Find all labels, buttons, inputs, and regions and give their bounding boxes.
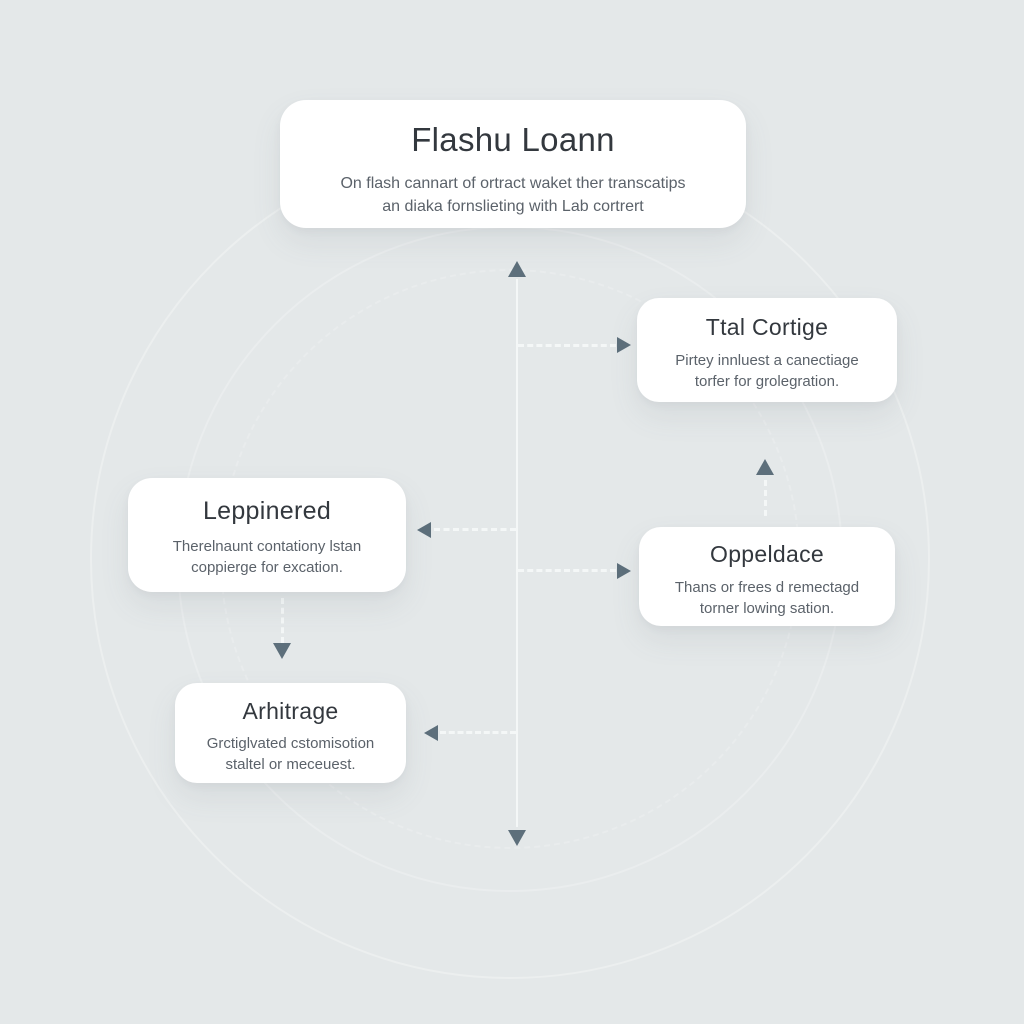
- connector-to-oppeldace: [518, 569, 616, 572]
- flash-loan-title: Flashu Loann: [411, 121, 615, 158]
- arhitrage-desc-line1: Grctiglvated cstomisotion: [206, 735, 375, 752]
- ttal-cortige-title: Ttal Cortige: [705, 314, 829, 340]
- leppinered-title: Leppinered: [202, 497, 332, 525]
- arhitrage-node: [175, 683, 406, 783]
- leppinered-desc-line2: coppierge for excation.: [191, 559, 343, 577]
- arhitrage-title: Arhitrage: [242, 698, 339, 724]
- ttal-cortige-node: [637, 298, 897, 402]
- arrow-left-icon: [417, 522, 431, 538]
- oppeldace-desc-line1: Thans or frees d remectagd: [674, 579, 860, 596]
- arrow-up-icon: [508, 261, 526, 277]
- arrow-down-icon: [273, 643, 291, 659]
- arrow-up-icon: [756, 459, 774, 475]
- oppeldace-node: [639, 527, 895, 626]
- ttal-cortige-desc-line2: torfer for grolegration.: [694, 373, 840, 391]
- connector-oppeldace-to-ttal-cortige: [764, 480, 767, 516]
- connector-leppinered-to-arhitrage: [281, 598, 284, 643]
- arrow-left-icon: [424, 725, 438, 741]
- flash-loan-desc-line1: On flash cannart of ortract waket ther transcatips: [340, 175, 686, 192]
- connector-to-arhitrage: [440, 731, 516, 734]
- oppeldace-title: Oppeldace: [710, 541, 824, 567]
- oppeldace-desc-line2: torner lowing sation.: [699, 600, 835, 618]
- flash-loan-desc-line2: an diaka fornslieting with Lab cortrert: [382, 197, 644, 215]
- flash-loan-node: [280, 100, 746, 228]
- connector-to-leppinered: [434, 528, 516, 531]
- arhitrage-desc-line2: staltel or meceuest.: [225, 756, 356, 774]
- leppinered-desc-line1: Therelnaunt contationy lstan: [172, 538, 362, 555]
- connector-to-ttal-cortige: [518, 344, 616, 347]
- ttal-cortige-desc-line1: Pirtey innluest a canectiage: [675, 352, 859, 369]
- arrow-right-icon: [617, 337, 631, 353]
- arrow-right-icon: [617, 563, 631, 579]
- arrow-down-icon: [508, 830, 526, 846]
- central-vertical-line: [516, 279, 518, 827]
- leppinered-node: [128, 478, 406, 592]
